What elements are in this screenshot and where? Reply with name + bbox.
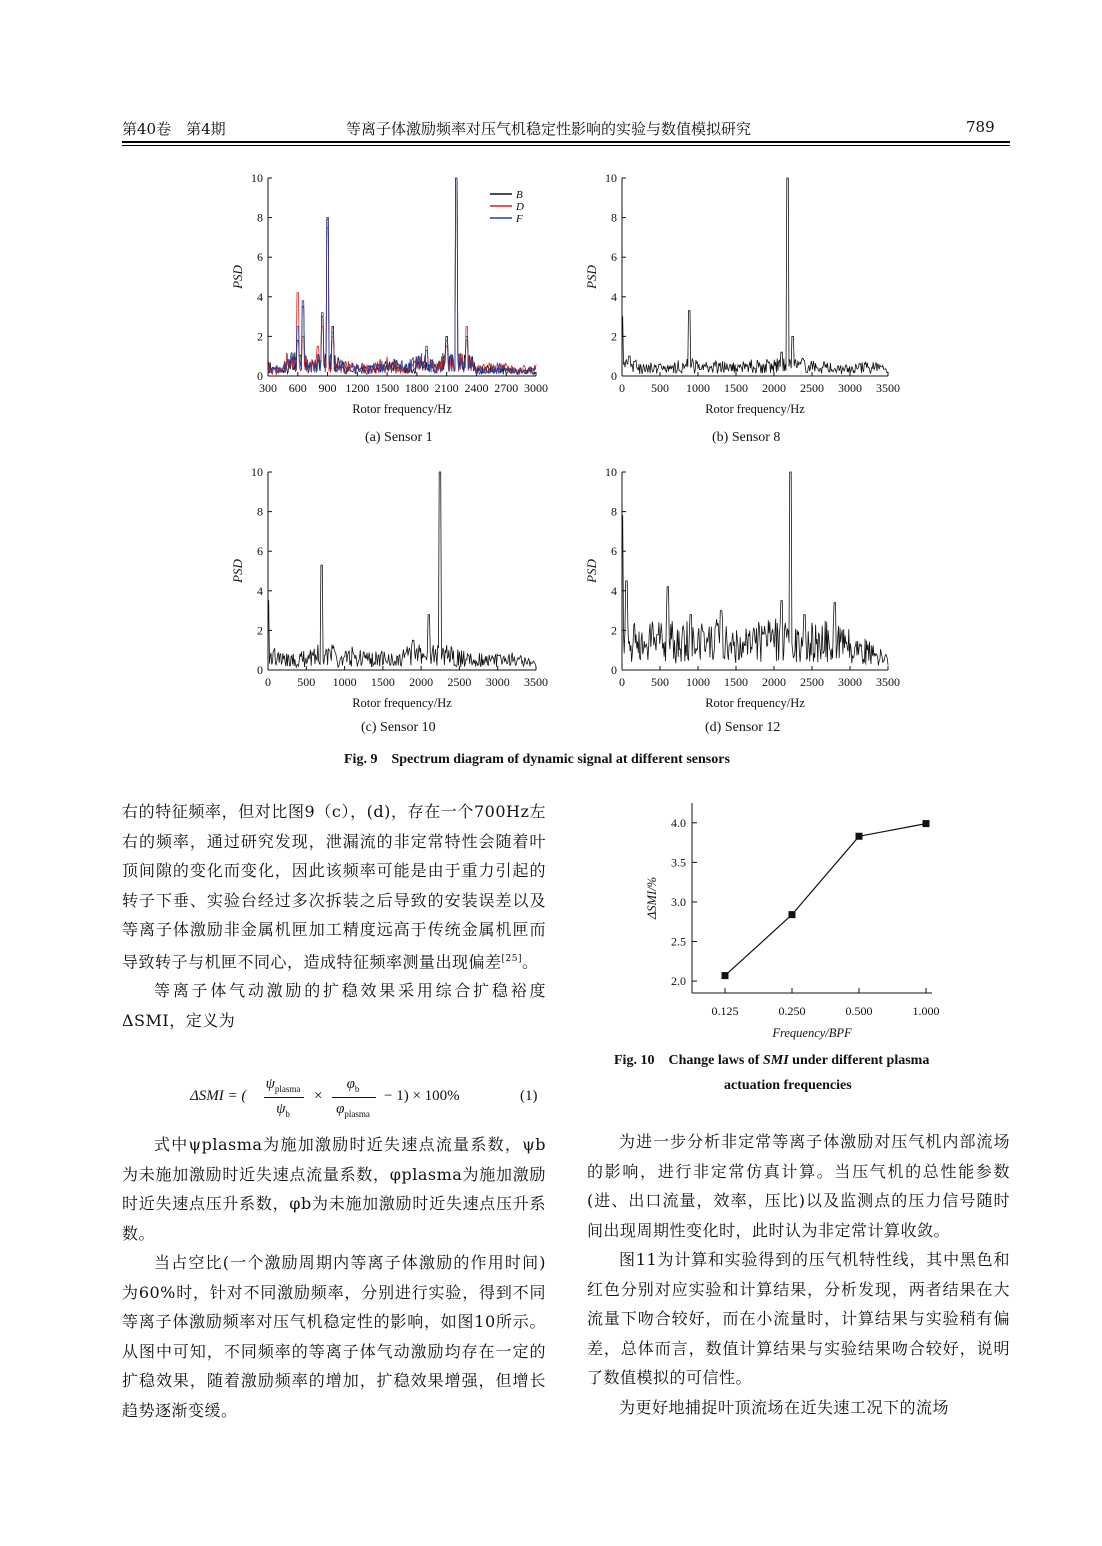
x-tick-label: 0 xyxy=(619,675,625,689)
x-tick-label: 500 xyxy=(651,675,669,689)
data-point xyxy=(856,833,863,840)
right-column xyxy=(587,1127,1010,1422)
x-tick-label: 1000 xyxy=(686,381,710,395)
legend-label-d: D xyxy=(516,201,524,213)
data-point xyxy=(722,972,729,979)
x-tick-label: 2500 xyxy=(800,381,824,395)
x-tick-label: 1500 xyxy=(375,381,400,395)
y-tick-label: 10 xyxy=(251,465,263,479)
x-tick-label: 2700 xyxy=(494,381,519,395)
y-tick-label: 0 xyxy=(257,369,263,383)
x-tick-label: 500 xyxy=(651,381,669,395)
running-title: 等离子体激励频率对压气机稳定性影响的实验与数值模拟研究 xyxy=(346,120,752,138)
fig10-caption-num: Fig. 10 xyxy=(614,1053,655,1068)
x-tick-label: 0.125 xyxy=(711,1004,739,1018)
fig9-caption xyxy=(344,752,730,768)
x-tick-label: 1500 xyxy=(724,675,748,689)
x-tick-label: 2000 xyxy=(762,381,786,395)
chart-sensor-10 xyxy=(218,462,548,712)
y-tick-label: 2.0 xyxy=(671,974,686,989)
x-tick-label: 300 xyxy=(259,381,277,395)
subcaption-c: (c) Sensor 10 xyxy=(361,720,436,735)
y-tick-label: 4 xyxy=(611,289,617,304)
x-tick-label: 2500 xyxy=(447,675,472,689)
y-tick-label: 4 xyxy=(257,583,263,598)
x-tick-label: 600 xyxy=(288,381,307,395)
left-column xyxy=(122,797,546,1035)
x-tick-label: 500 xyxy=(297,675,316,689)
x-tick-label: 2400 xyxy=(464,381,489,395)
chart-smi xyxy=(630,795,960,1045)
x-tick-label: 1000 xyxy=(686,675,710,689)
page-number: 789 xyxy=(966,118,995,136)
series-line xyxy=(725,824,926,976)
x-tick-label: 3000 xyxy=(524,381,548,395)
x-axis-label: Rotor frequency/Hz xyxy=(352,696,452,710)
series-line-d xyxy=(268,178,536,375)
y-tick-label: 10 xyxy=(251,171,263,185)
paragraph: 当占空比(一个激励周期内等离子体激励的作用时间)为60%时，针对不同激励频率，分别进行实验，得到不同等离子体激励频率对压气机稳定性的影响，如图10所示。从图中可知，不同频率的等离子体气动激励均存在一定的扩稳效果，随着激励频率的增加，扩稳效果增强，但增长趋势逐渐变缓。 xyxy=(122,1253,546,1420)
paragraph: 为更好地捕捉叶顶流场在近失速工况下的流场 xyxy=(619,1397,950,1417)
y-tick-label: 6 xyxy=(611,544,617,559)
y-tick-label: 0 xyxy=(611,369,617,383)
y-tick-label: 8 xyxy=(257,210,263,225)
header-rule xyxy=(122,141,1010,143)
y-tick-label: 6 xyxy=(611,250,617,265)
y-axis-label: PSD xyxy=(230,559,245,583)
y-tick-label: 2 xyxy=(257,623,263,638)
data-point xyxy=(789,911,796,918)
y-axis-label: PSD xyxy=(230,265,245,289)
x-tick-label: 3000 xyxy=(838,675,862,689)
x-tick-label: 1200 xyxy=(345,381,370,395)
subcaption-a: (a) Sensor 1 xyxy=(365,430,433,445)
legend-label-f: F xyxy=(516,213,523,225)
y-tick-label: 4 xyxy=(611,583,617,598)
x-tick-label: 3000 xyxy=(838,381,862,395)
x-tick-label: 0.500 xyxy=(845,1004,873,1018)
x-axis-label: Rotor frequency/Hz xyxy=(352,402,452,416)
paragraph: 式中ψplasma为施加激励时近失速点流量系数，ψb为未施加激励时近失速点流量系数，φplasma为施加激励时近失速点压升系数，φb为未施加激励时近失速点压升系数。 xyxy=(122,1135,546,1243)
x-tick-label: 2000 xyxy=(762,675,786,689)
x-tick-label: 0.250 xyxy=(778,1004,806,1018)
fig10-caption-text2: under different plasma xyxy=(792,1053,930,1068)
paragraph: 等离子体气动激励的扩稳效果采用综合扩稳裕度ΔSMI，定义为 xyxy=(122,981,546,1030)
subcaption-d: (d) Sensor 12 xyxy=(705,720,781,735)
y-tick-label: 4 xyxy=(257,289,263,304)
data-point xyxy=(923,820,930,827)
y-tick-label: 0 xyxy=(611,663,617,677)
y-axis-label: ΔSMI/% xyxy=(645,876,659,920)
paragraph: 图11为计算和实验得到的压气机特性线，其中黑色和红色分别对应实验和计算结果，分析发现，两者结果在大流量下吻合较好，而在小流量时，计算结果与实验稍有偏差，总体而言，数值计算结果与实验结果吻合较好，说明了数值模拟的可信性。 xyxy=(587,1250,1010,1387)
x-tick-label: 2500 xyxy=(800,675,824,689)
x-tick-label: 1000 xyxy=(332,675,357,689)
y-tick-label: 10 xyxy=(605,465,617,479)
header-rule-thin xyxy=(122,145,1010,146)
y-tick-label: 3.5 xyxy=(671,855,686,870)
legend-label-b: B xyxy=(516,189,523,201)
fraction-bar xyxy=(264,1097,304,1098)
chart-sensor-1 xyxy=(218,168,548,418)
x-tick-label: 0 xyxy=(619,381,625,395)
y-tick-label: 2 xyxy=(611,623,617,638)
y-tick-label: 3.0 xyxy=(671,894,686,909)
y-tick-label: 8 xyxy=(611,504,617,519)
x-tick-label: 900 xyxy=(318,381,337,395)
y-axis-label: PSD xyxy=(584,559,599,583)
paragraph: 为进一步分析非定常等离子体激励对压气机内部流场的影响，进行非定常仿真计算。当压气机的总性能参数(进、出口流量，效率，压比)以及监测点的压力信号随时间出现周期性变化时，此时认为非定常计算收敛。 xyxy=(587,1132,1010,1240)
x-tick-label: 3000 xyxy=(485,675,510,689)
left-column-lower xyxy=(122,1130,546,1425)
x-tick-label: 1.000 xyxy=(912,1004,940,1018)
series-line-b xyxy=(268,178,536,375)
x-axis-label: Rotor frequency/Hz xyxy=(705,402,805,416)
series-line-psd xyxy=(622,472,888,666)
y-tick-label: 2 xyxy=(611,329,617,344)
fig10-caption-line2: actuation frequencies xyxy=(724,1078,852,1093)
y-tick-label: 8 xyxy=(257,504,263,519)
series-line-psd xyxy=(622,178,888,374)
equation-1: ΔSMI = ( $\psi_{plasma}$ $\psi_b$ × $\varphi_b$ $\varphi_{plasma}$ − 1) × 100% (1) xyxy=(190,1076,538,1119)
y-tick-label: 6 xyxy=(257,544,263,559)
x-tick-label: 2000 xyxy=(409,675,434,689)
series-line-f xyxy=(268,178,536,375)
y-tick-label: 10 xyxy=(605,171,617,185)
chart-sensor-12 xyxy=(572,462,912,712)
x-tick-label: 3500 xyxy=(524,675,548,689)
journal-volume: 第40卷 第4期 xyxy=(122,120,226,138)
x-axis-label: Rotor frequency/Hz xyxy=(705,696,805,710)
x-tick-label: 1500 xyxy=(370,675,395,689)
y-tick-label: 2.5 xyxy=(671,934,686,949)
y-tick-label: 0 xyxy=(257,663,263,677)
x-tick-label: 0 xyxy=(265,675,271,689)
y-tick-label: 8 xyxy=(611,210,617,225)
fig10-caption-em: SMI xyxy=(762,1053,789,1068)
y-axis-label: PSD xyxy=(584,265,599,289)
fig9-caption-num: Fig. 9 xyxy=(344,752,378,767)
x-tick-label: 3500 xyxy=(876,675,900,689)
x-tick-label: 3500 xyxy=(876,381,900,395)
x-axis-label: Frequency/BPF xyxy=(772,1026,852,1040)
y-tick-label: 2 xyxy=(257,329,263,344)
subcaption-b: (b) Sensor 8 xyxy=(712,430,781,445)
fig10-caption-text1: Change laws of xyxy=(668,1053,760,1068)
chart-sensor-8 xyxy=(572,168,912,418)
series-line-psd xyxy=(268,472,536,667)
y-tick-label: 6 xyxy=(257,250,263,265)
x-tick-label: 1800 xyxy=(404,381,429,395)
fig10-caption xyxy=(614,1053,929,1069)
y-tick-label: 4.0 xyxy=(671,815,686,830)
fraction-bar xyxy=(332,1097,376,1098)
paragraph: 右的特征频率，但对比图9（c），(d)，存在一个700Hz左右的频率，通过研究发现，泄漏流的非定常特性会随着叶顶间隙的变化而变化，因此该频率可能是由于重力引起的转子下垂、实验台经过多次拆装之后导致的安装误差以及等离子体激励非金属机匣加工精度远高于传统金属机匣而导致转子与机匣不同心，造成特征频率测量出现偏差[25]。 xyxy=(122,802,546,971)
x-tick-label: 2100 xyxy=(434,381,459,395)
x-tick-label: 1500 xyxy=(724,381,748,395)
fig9-caption-text: Spectrum diagram of dynamic signal at different sensors xyxy=(391,752,730,767)
